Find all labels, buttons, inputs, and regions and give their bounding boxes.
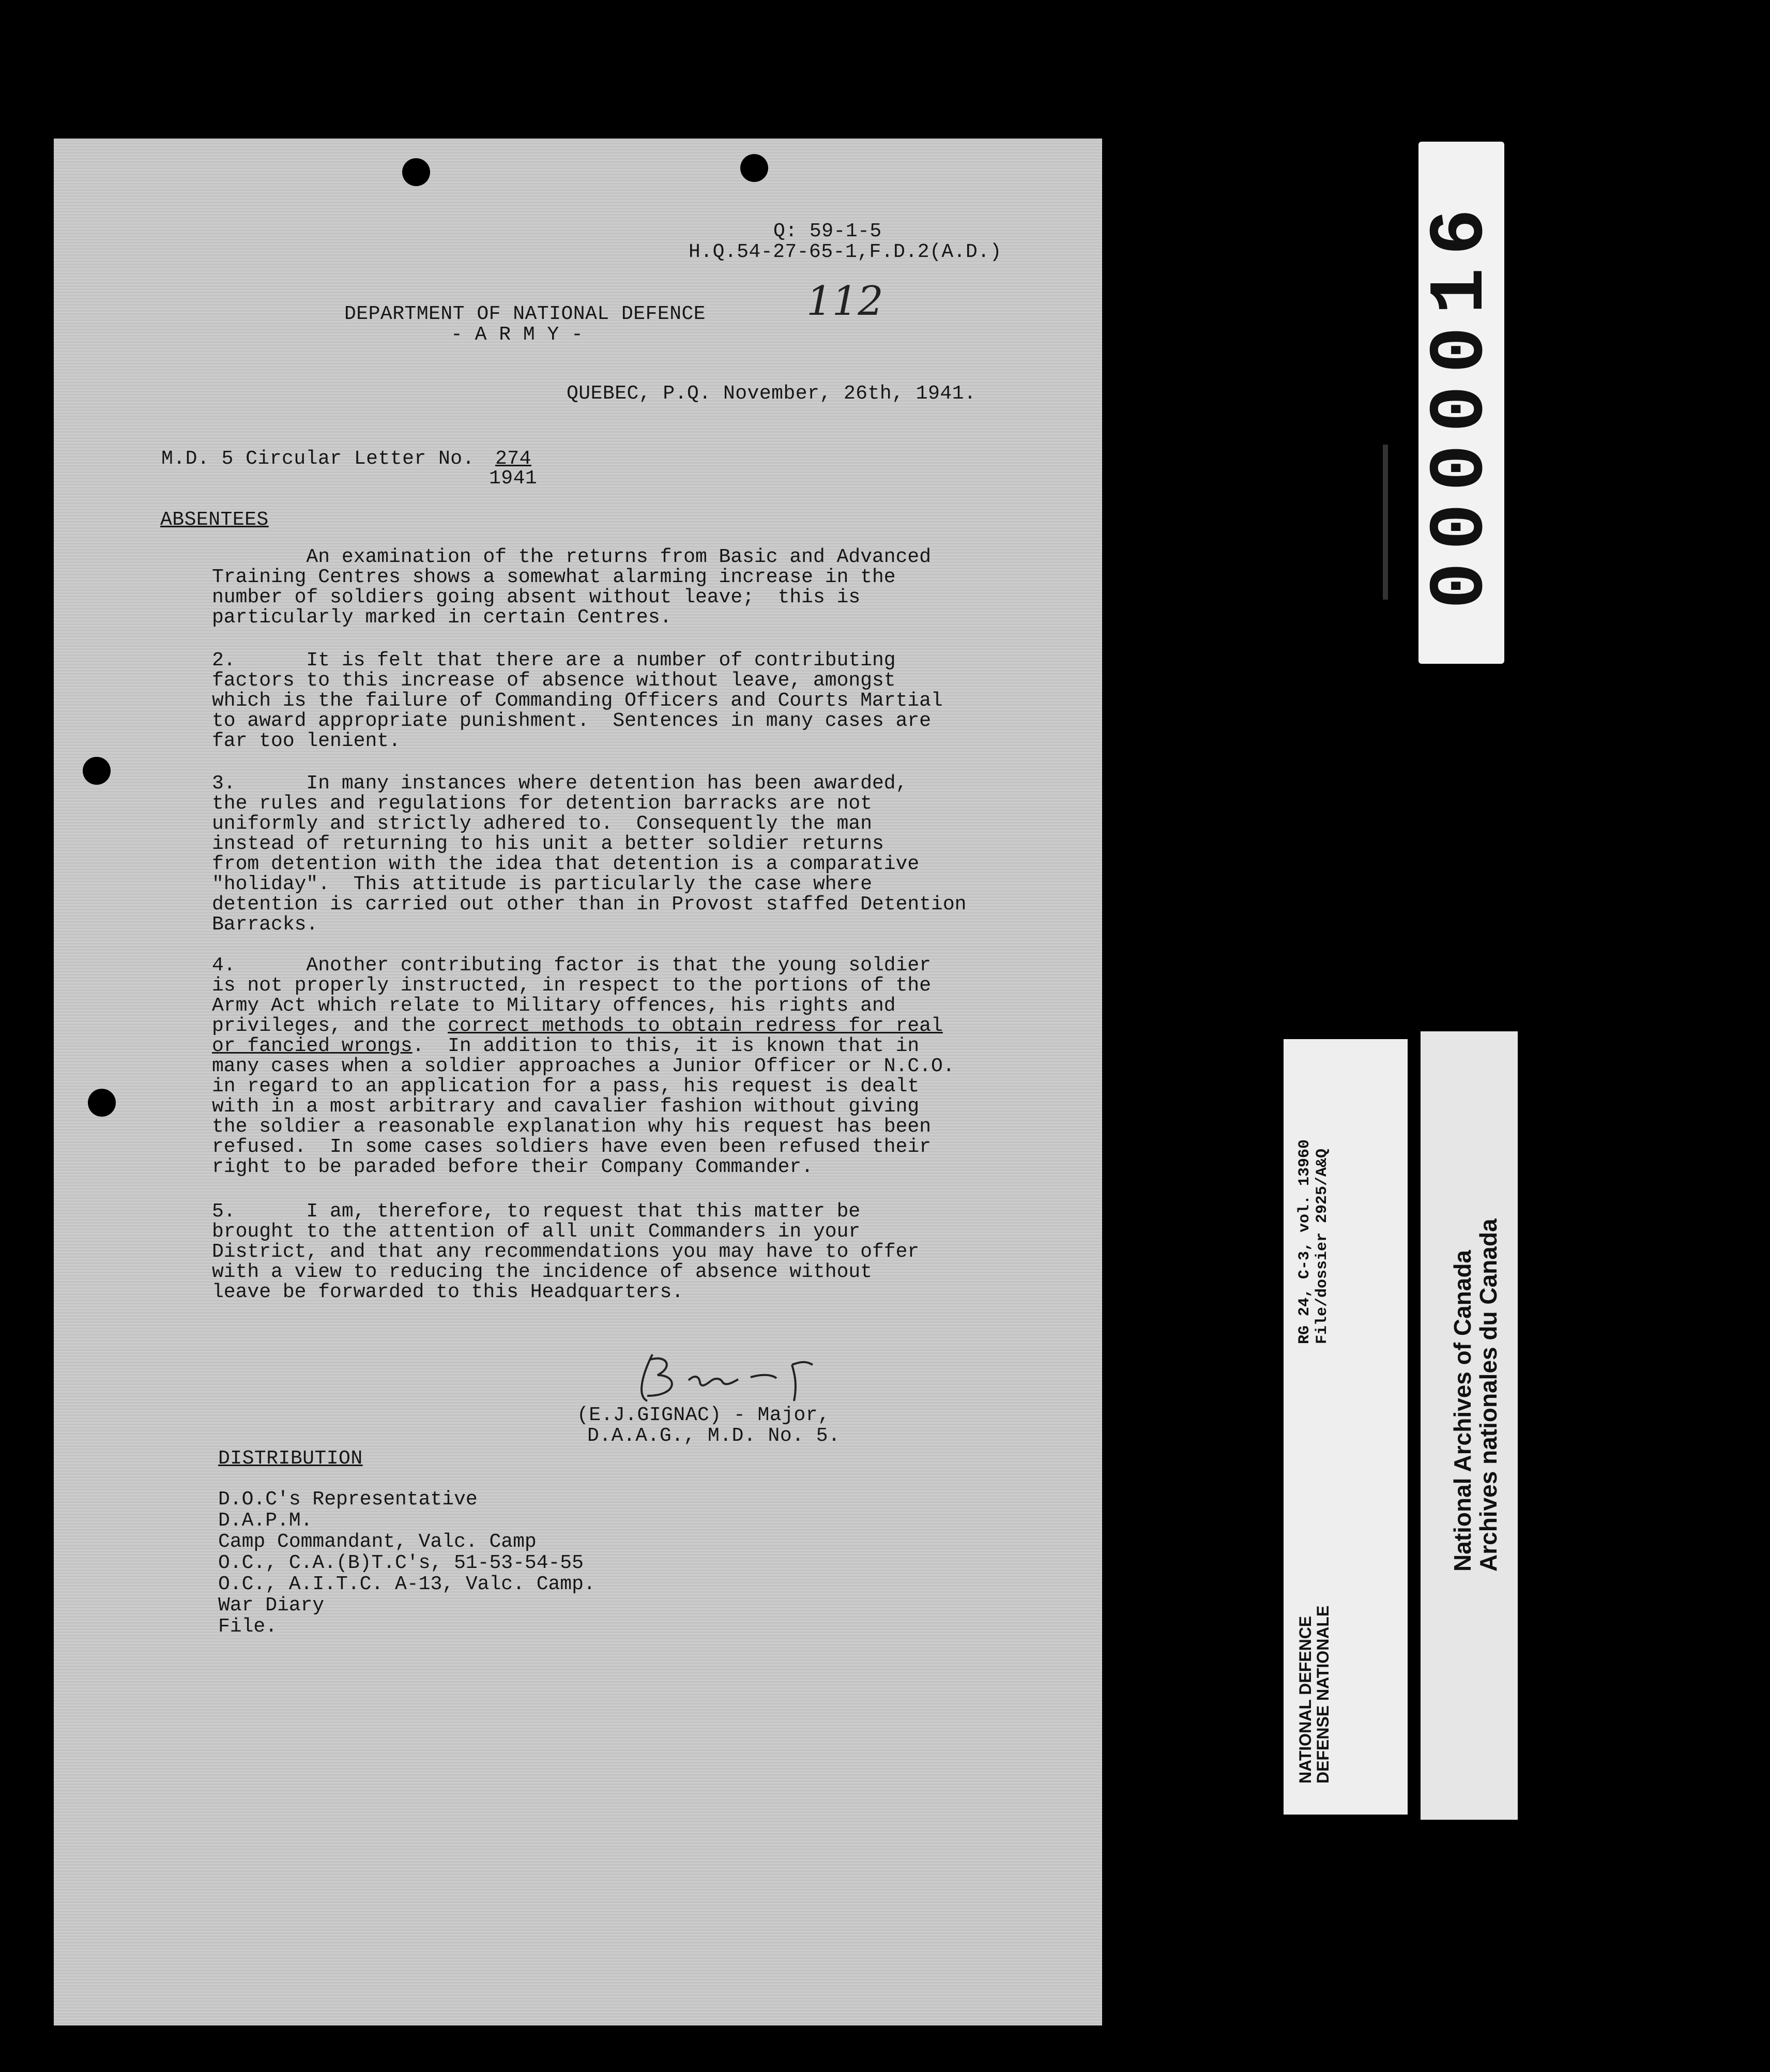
paragraph-4-line-5-text: . In addition to this, it is known that in [412,1035,920,1057]
archive-reference-1: RG 24, C-3, vol. 13960 [1296,1139,1314,1344]
paragraph-4-line-1: 4. Another contributing factor is that the young soldier [212,954,932,977]
paragraph-4-line-4-text: privileges, and the [212,1015,448,1037]
handwritten-signature [637,1344,854,1406]
archives-name-english: National Archives of Canada [1449,1250,1476,1572]
list-item: Camp Commandant, Valc. Camp [218,1531,537,1553]
department-french: DEFENSE NATIONALE [1314,1605,1332,1784]
subject-heading: ABSENTEES [160,509,269,531]
list-item: D.A.P.M. [218,1510,313,1532]
paragraph-5: 5. I am, therefore, to request that this matter be brought to the attention of all unit Commanders in your District, and that any recommendations you may have to offer with a view to reducing the incidence of absence without leave be forwarded to this Headquarters. [212,1200,920,1303]
circular-letter-label: M.D. 5 Circular Letter No. [161,448,475,470]
punch-hole-middle-1 [83,757,111,785]
file-reference-2: H.Q.54-27-65-1,F.D.2(A.D.) [689,241,1002,263]
circular-letter-year: 1941 [489,467,538,490]
film-mark [1383,445,1388,600]
punch-hole-top-left [402,158,430,186]
file-reference-1: Q: 59-1-5 [773,220,882,242]
national-archives-label [1421,1031,1518,1820]
paragraph-1: An examination of the returns from Basic and Advanced Training Centres shows a somewhat alarming increase in the number of soldiers going absent without leave; this is particularly marked in certain Centres. [212,546,932,629]
list-item: O.C., C.A.(B)T.C's, 51-53-54-55 [218,1552,584,1574]
distribution-heading: DISTRIBUTION [218,1448,363,1470]
list-item: File. [218,1616,278,1638]
frame-number-stamp [1418,142,1504,664]
branch-heading: - A R M Y - [451,324,584,346]
department-english: NATIONAL DEFENCE [1296,1616,1315,1784]
paragraph-2: 2. It is felt that there are a number of contributing factors to this increase of absence without leave, amongst which is the failure of Commanding Officers and Courts Martial to award appropriate punishment. Sentences in many cases are far too lenient. [212,649,943,752]
frame-number: 0000016 [1417,196,1505,610]
underlined-phrase-2: or fancied wrongs [212,1035,413,1057]
underlined-phrase-1: correct methods to obtain redress for real [448,1015,943,1037]
punch-hole-middle-2 [88,1089,116,1117]
signatory-title: D.A.A.G., M.D. No. 5. [587,1425,841,1447]
paragraph-4-line-3: Army Act which relate to Military offences, his rights and [212,995,896,1017]
place-date: QUEBEC, P.Q. November, 26th, 1941. [567,383,976,405]
archive-reference-2: File/dossier 2925/A&Q [1314,1148,1331,1344]
list-item: O.C., A.I.T.C. A-13, Valc. Camp. [218,1573,596,1595]
archives-name-french: Archives nationales du Canada [1475,1218,1502,1572]
signatory-name: (E.J.GIGNAC) - Major, [577,1404,830,1426]
circular-letter-number: 274 [495,448,531,470]
department-heading: DEPARTMENT OF NATIONAL DEFENCE [344,303,706,325]
paragraph-4 [212,955,955,1177]
punch-hole-top-right [740,154,768,182]
list-item: War Diary [218,1594,325,1617]
distribution-list [218,1489,596,1637]
paragraph-4-line-4 [212,1016,955,1036]
paragraph-3: 3. In many instances where detention has been awarded, the rules and regulations for detention barracks are not uniformly and strictly adhered to. Consequently the man instead of returning to his unit a better soldier returns from detention with the idea that detention is a comparative "holiday". This attitude is particularly the case where detention is carried out other than in Provost staffed Detention Barracks. [212,772,967,936]
handwritten-number: 112 [806,278,883,325]
paragraph-4-line-2: is not properly instructed, in respect to the portions of the [212,974,932,997]
archive-reference-label [1284,1039,1408,1815]
paragraph-4-line-5 [212,1036,955,1056]
list-item: D.O.C's Representative [218,1488,478,1511]
paragraph-4-rest: many cases when a soldier approaches a Junior Officer or N.C.O. in regard to an application for a pass, his request is dealt with in a most arbitrary and cavalier fashion without giving the soldier a reasonable explanation why his request has been refused. In some cases soldiers have even been refused their right to be paraded before their Company Commander. [212,1055,955,1178]
